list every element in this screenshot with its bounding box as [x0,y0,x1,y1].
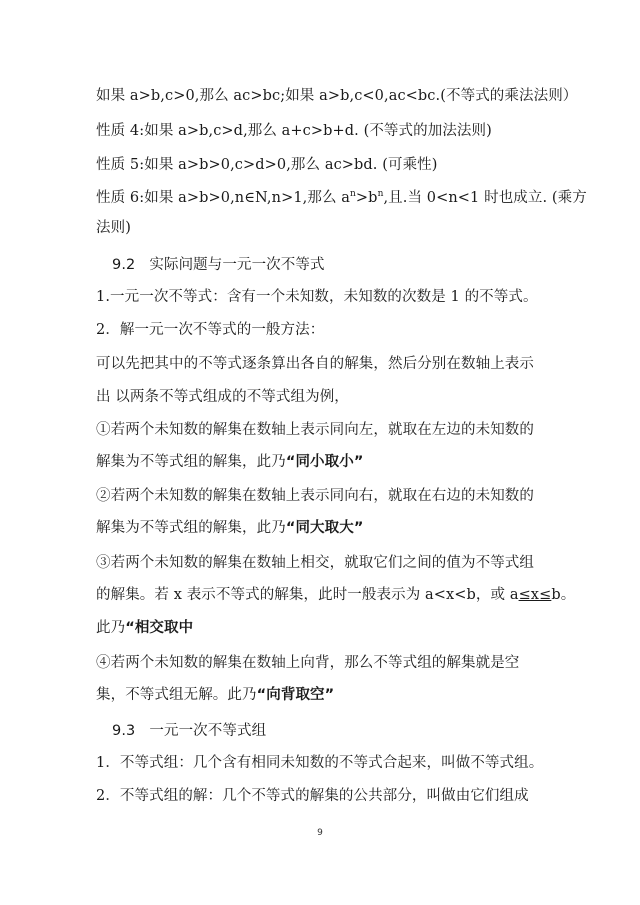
text-line: 2．不等式组的解：几个不等式的解集的公共部分，叫做由它们组成 [96,788,529,804]
text-line: ③若两个未知数的解集在数轴上相交，就取它们之间的值为不等式组 [96,555,534,571]
text-line: 1．不等式组：几个含有相同未知数的不等式合起来，叫做不等式组。 [96,755,544,771]
text-line: ②若两个未知数的解集在数轴上表示同向右，就取在右边的未知数的 [96,488,534,504]
section-number: 9.2 [112,257,136,273]
text-span: >b [355,190,378,206]
text-span: 解集为不等式组的解集，此乃 [96,520,286,536]
section-title: 实际问题与一元一次不等式 [149,257,325,273]
section-number: 9.3 [112,723,136,739]
text-line [96,618,556,638]
text-span: ,且.当 0<n<1 时也成立. (乘方 [383,190,587,206]
text-line [96,685,556,705]
text-line: 1.一元一次不等式：含有一个未知数，未知数的次数是 1 的不等式。 [96,289,538,305]
text-line: ①若两个未知数的解集在数轴上表示同向左，就取在左边的未知数的 [96,422,534,438]
page-number: 9 [317,828,323,838]
text-line: 法则) [96,220,131,236]
rule-name: “同小取小” [285,454,364,470]
section-heading [112,721,572,741]
text-line: 2．解一元一次不等式的一般方法： [96,322,325,338]
text-span: 此乃 [96,620,126,636]
underlined-span: ≤x≤ [518,587,552,603]
text-span: b。 [551,587,576,603]
text-line: ④若两个未知数的解集在数轴上向背，那么不等式组的解集就是空 [96,655,520,671]
rule-name: “同大取大” [285,520,364,536]
text-line: 可以先把其中的不等式逐条算出各自的解集，然后分别在数轴上表示 [96,356,534,372]
text-line: 性质 5:如果 a>b>0,c>d>0,那么 ac>bd. (可乘性) [96,157,438,173]
section-heading [112,255,572,275]
text-line [96,585,576,605]
text-line: 如果 a>b,c>0,那么 ac>bc;如果 a>b,c<0,ac<bc.(不等式的乘法法则） [96,88,578,104]
text-line [96,188,587,208]
text-line: 出 以两条不等式组成的不等式组为例， [96,389,349,405]
rule-name: “相交取中 [125,620,194,636]
text-line [96,452,556,472]
text-line [96,518,556,538]
superscript: n [350,189,356,199]
rule-name: “向背取空” [256,687,335,703]
text-line: 性质 4:如果 a>b,c>d,那么 a+c>b+d. (不等式的加法法则) [96,123,492,139]
section-title: 一元一次不等式组 [149,723,267,739]
text-span: 性质 6:如果 a>b>0,n∈N,n>1,那么 a [96,190,351,206]
text-span: 解集为不等式组的解集，此乃 [96,454,286,470]
text-span: 集，不等式组无解。此乃 [96,687,257,703]
superscript: n [377,189,384,199]
text-span: 的解集。若 x 表示不等式的解集，此时一般表示为 a<x<b，或 a [96,587,519,603]
